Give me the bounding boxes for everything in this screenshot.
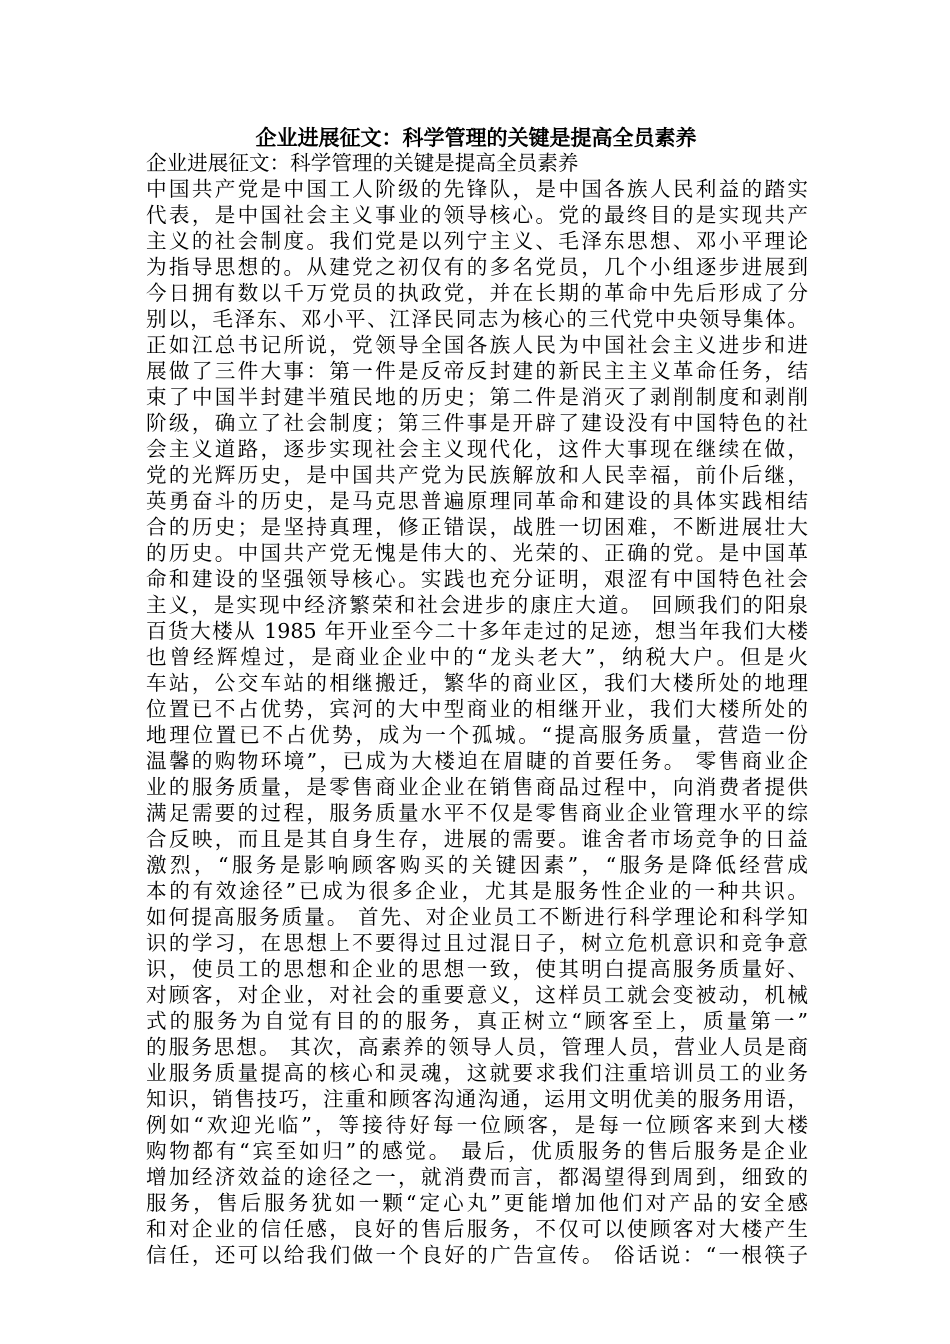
body-text-line: 阶级，确立了社会制度；第三件事是开辟了建设没有中国特色的社 [146,411,808,435]
body-text-line: 百货大楼从 1985 年开业至今二十多年走过的足迹，想当年我们大楼 [146,619,808,643]
body-text-line: 式的服务为自觉有目的的服务，真正树立“顾客至上，质量第一” [146,1009,808,1033]
body-text-line: 的历史。中国共产党无愧是伟大的、光荣的、正确的党。是中国革 [146,541,808,565]
body-text-line: 服务，售后服务犹如一颗“定心丸”更能增加他们对产品的安全感 [146,1191,808,1215]
body-text-line: 也曾经辉煌过，是商业企业中的“龙头老大”，纳税大户。但是火 [146,645,808,669]
body-text-line: 英勇奋斗的历史，是马克思普遍原理同革命和建设的具体实践相结 [146,489,808,513]
body-text-line: 车站，公交车站的相继搬迁，繁华的商业区，我们大楼所处的地理 [146,671,808,695]
body-text-line: 业服务质量提高的核心和灵魂，这就要求我们注重培训员工的业务 [146,1061,808,1085]
document-body [146,150,808,1268]
body-text-line: 位置已不占优势，宾河的大中型商业的相继开业，我们大楼所处的 [146,697,808,721]
body-text-line: 激烈，“服务是影响顾客购买的关键因素”，“服务是降低经营成 [146,853,808,877]
body-text-line: 信任，还可以给我们做一个良好的广告宣传。 俗话说：“一根筷子 [146,1243,808,1267]
body-text-line: 如何提高服务质量。 首先、对企业员工不断进行科学理论和科学知 [146,905,808,929]
document-title: 企业进展征文：科学管理的关键是提高全员素养 [255,126,697,150]
body-text-line: 展做了三件大事：第一件是反帝反封建的新民主主义革命任务，结 [146,359,808,383]
body-text-line: 合的历史；是坚持真理，修正错误，战胜一切困难，不断进展壮大 [146,515,808,539]
body-text-line: 购物都有“宾至如归”的感觉。 最后，优质服务的售后服务是企业 [146,1139,808,1163]
body-text-line: 合反映，而且是其自身生存，进展的需要。谁舍者市场竞争的日益 [146,827,808,851]
body-text-line: 本的有效途径”已成为很多企业，尤其是服务性企业的一种共识。 [146,879,808,903]
body-text-line: 温馨的购物环境”，已成为大楼迫在眉睫的首要任务。 零售商业企 [146,749,808,773]
body-text-line: 主义，是实现中经济繁荣和社会进步的康庄大道。 回顾我们的阳泉 [146,593,808,617]
body-text-line: 代表，是中国社会主义事业的领导核心。党的最终目的是实现共产 [146,203,808,227]
body-text-line: 例如“欢迎光临”，等接待好每一位顾客，是每一位顾客来到大楼 [146,1113,808,1137]
body-text-line: 中国共产党是中国工人阶级的先锋队，是中国各族人民利益的踏实 [146,177,808,201]
body-text-line: 为指导思想的。从建党之初仅有的多名党员，几个小组逐步进展到 [146,255,808,279]
body-text-line: 满足需要的过程，服务质量水平不仅是零售商业企业管理水平的综 [146,801,808,825]
body-text-line: 今日拥有数以千万党员的执政党，并在长期的革命中先后形成了分 [146,281,808,305]
body-text-line: 束了中国半封建半殖民地的历史；第二件是消灭了剥削制度和剥削 [146,385,808,409]
body-text-line: 业的服务质量，是零售商业企业在销售商品过程中，向消费者提供 [146,775,808,799]
body-text-line: 知识，销售技巧，注重和顾客沟通沟通，运用文明优美的服务用语， [146,1087,808,1111]
body-text-line: 增加经济效益的途径之一，就消费而言，都渴望得到周到，细致的 [146,1165,808,1189]
document-subtitle-line: 企业进展征文：科学管理的关键是提高全员素养 [146,151,579,175]
body-text-line: 主义的社会制度。我们党是以列宁主义、毛泽东思想、邓小平理论 [146,229,808,253]
body-text-line: 会主义道路，逐步实现社会主义现代化，这件大事现在继续在做， [146,437,808,461]
body-text-line: 识的学习，在思想上不要得过且过混日子，树立危机意识和竞争意 [146,931,808,955]
body-text-line: 对顾客，对企业，对社会的重要意义，这样员工就会变被动，机械 [146,983,808,1007]
body-text-line: 党的光辉历史，是中国共产党为民族解放和人民幸福，前仆后继， [146,463,808,487]
body-text-line: 命和建设的坚强领导核心。实践也充分证明，艰涩有中国特色社会 [146,567,808,591]
body-text-line: 的服务思想。 其次，高素养的领导人员，管理人员，营业人员是商 [146,1035,808,1059]
body-text-line: 地理位置已不占优势，成为一个孤城。“提高服务质量，营造一份 [146,723,808,747]
body-text-line: 识，使员工的思想和企业的思想一致，使其明白提高服务质量好、 [146,957,808,981]
body-text-line: 和对企业的信任感，良好的售后服务，不仅可以使顾客对大楼产生 [146,1217,808,1241]
body-text-line: 别以，毛泽东、邓小平、江泽民同志为核心的三代党中央领导集体。 [146,307,808,331]
body-text-line: 正如江总书记所说，党领导全国各族人民为中国社会主义进步和进 [146,333,808,357]
